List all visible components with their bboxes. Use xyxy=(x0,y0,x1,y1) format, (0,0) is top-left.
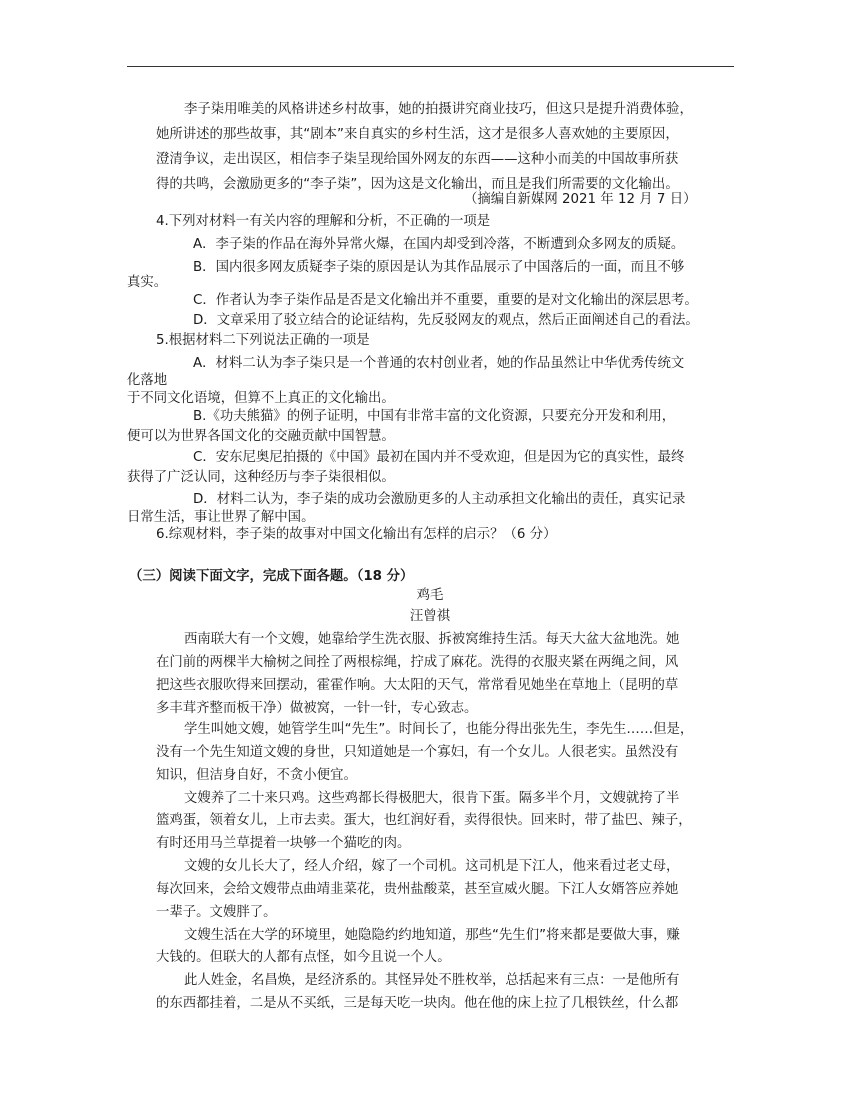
article-author: 汪曾祺 xyxy=(409,609,451,624)
paragraph-line: 她所讲述的那些故事，其“剧本”来自真实的乡村生活，这才是很多人喜欢她的主要原因， xyxy=(156,127,679,142)
option-c-cont: 获得了广泛认同，这种经历与李子柒很相似。 xyxy=(127,470,395,485)
paragraph-line: 每次回来，会给文嫂带点曲靖韭菜花，贵州盐酸菜，甚至宣威火腿。下江人女婿答应养她 xyxy=(156,882,679,897)
paragraph-line: 知识，但洁身自好，不贪小便宜。 xyxy=(156,768,357,783)
option-a-cont: 化落地 xyxy=(127,373,168,388)
option-a-cont: 于不同文化语境，但算不上真正的文化输出。 xyxy=(127,391,395,406)
paragraph-line: 一辈子。文嫂胖了。 xyxy=(156,905,277,920)
option-c: C．作者认为李子柒作品是否是文化输出并不重要，重要的是对文化输出的深层思考。 xyxy=(193,293,698,308)
option-d-cont: 日常生活，事让世界了解中国。 xyxy=(127,510,315,525)
option-b-cont: 便可以为世界各国文化的交融贡献中国智慧。 xyxy=(127,429,395,444)
paragraph-line: 学生叫她文嫂，她管学生叫“先生”。时间长了，也能分得出张先生，李先生……但是， xyxy=(184,722,694,737)
paragraph-line: 澄清争议，走出误区，相信李子柒呈现给国外网友的东西——这种小而美的中国故事所获 xyxy=(156,152,679,167)
question-6-stem: 6.综观材料，李子柒的故事对中国文化输出有怎样的启示？（6 分） xyxy=(156,527,557,542)
paragraph-line: 没有一个先生知道文嫂的身世，只知道她是一个寡妇，有一个女儿。人很老实。虽然没有 xyxy=(156,745,679,760)
source-note: （摘编自新媒网 2021 年 12 月 7 日） xyxy=(464,192,697,207)
paragraph-line: 得的共鸣，会激励更多的“李子柒”，因为这是文化输出，而且是我们所需要的文化输出。 xyxy=(156,177,679,192)
paragraph-line: 在门前的两棵半大榆树之间拴了两根棕绳，拧成了麻花。洗得的衣服夹紧在两绳之间，风 xyxy=(156,655,679,670)
paragraph-line: 西南联大有一个文嫂，她靠给学生洗衣服、拆被窝维持生活。每天大盆大盆地洗。她 xyxy=(184,632,680,647)
option-d: D．文章采用了驳立结合的论证结构，先反驳网友的观点，然后正面阐述自己的看法。 xyxy=(193,313,699,328)
paragraph-line: 篮鸡蛋，领着女儿，上市去卖。蛋大，也红润好看，卖得很快。回来时，带了盐巴、辣子， xyxy=(156,813,692,828)
option-a: A．李子柒的作品在海外异常火爆，在国内却受到冷落，不断遭到众多网友的质疑。 xyxy=(193,237,685,252)
question-5-stem: 5.根据材料二下列说法正确的一项是 xyxy=(156,333,370,348)
option-b-cont: 真实。 xyxy=(127,275,168,290)
paragraph-line: 文嫂的女儿长大了，经人介绍，嫁了一个司机。这司机是下江人，他来看过老丈母， xyxy=(184,859,680,874)
question-4-stem: 4.下列对材料一有关内容的理解和分析，不正确的一项是 xyxy=(156,214,491,229)
option-d: D．材料二认为，李子柒的成功会激励更多的人主动承担文化输出的责任，真实记录 xyxy=(193,492,686,507)
paragraph-line: 的东西都挂着，二是从不买纸，三是每天吃一块肉。他在他的床上拉了几根铁丝，什么都 xyxy=(156,996,679,1011)
section-heading: （三）阅读下面文字，完成下面各题。（18 分） xyxy=(129,569,414,584)
paragraph-line: 有时还用马兰草提着一块够一个猫吃的肉。 xyxy=(156,836,411,851)
paragraph-line: 大钱的。但联大的人都有点怪，如今且说一个人。 xyxy=(156,950,451,965)
paragraph-line: 李子柒用唯美的风格讲述乡村故事，她的拍摄讲究商业技巧，但这只是提升消费体验， xyxy=(184,102,693,117)
option-b: B．国内很多网友质疑李子柒的原因是认为其作品展示了中国落后的一面，而且不够 xyxy=(193,260,685,275)
paragraph-line: 文嫂生活在大学的环境里，她隐隐约约地知道，那些“先生们”将来都是要做大事，赚 xyxy=(184,928,680,943)
paragraph-line: 文嫂养了二十来只鸡。这些鸡都长得极肥大，很肯下蛋。隔多半个月，文嫂就挎了半 xyxy=(184,791,680,806)
option-a: A．材料二认为李子柒只是一个普通的农村创业者，她的作品虽然让中华优秀传统文 xyxy=(193,356,685,371)
paragraph-line: 此人姓金，名昌焕，是经济系的。其怪异处不胜枚举，总括起来有三点：一是他所有 xyxy=(184,973,680,988)
header-rule xyxy=(127,66,734,67)
option-c: C．安东尼奥尼拍摄的《中国》最初在国内并不受欢迎，但是因为它的真实性，最终 xyxy=(193,450,685,465)
paragraph-line: 多丰茸齐整而板干净）做被窝，一针一针，专心致志。 xyxy=(156,701,478,716)
paragraph-line: 把这些衣服吹得来回摆动，霍霍作响。大太阳的天气，常常看见她坐在草地上（昆明的草 xyxy=(156,678,679,693)
article-title: 鸡毛 xyxy=(416,588,444,603)
option-b: B.《功夫熊猫》的例子证明，中国有非常丰富的文化资源，只要充分开发和利用， xyxy=(193,409,676,424)
